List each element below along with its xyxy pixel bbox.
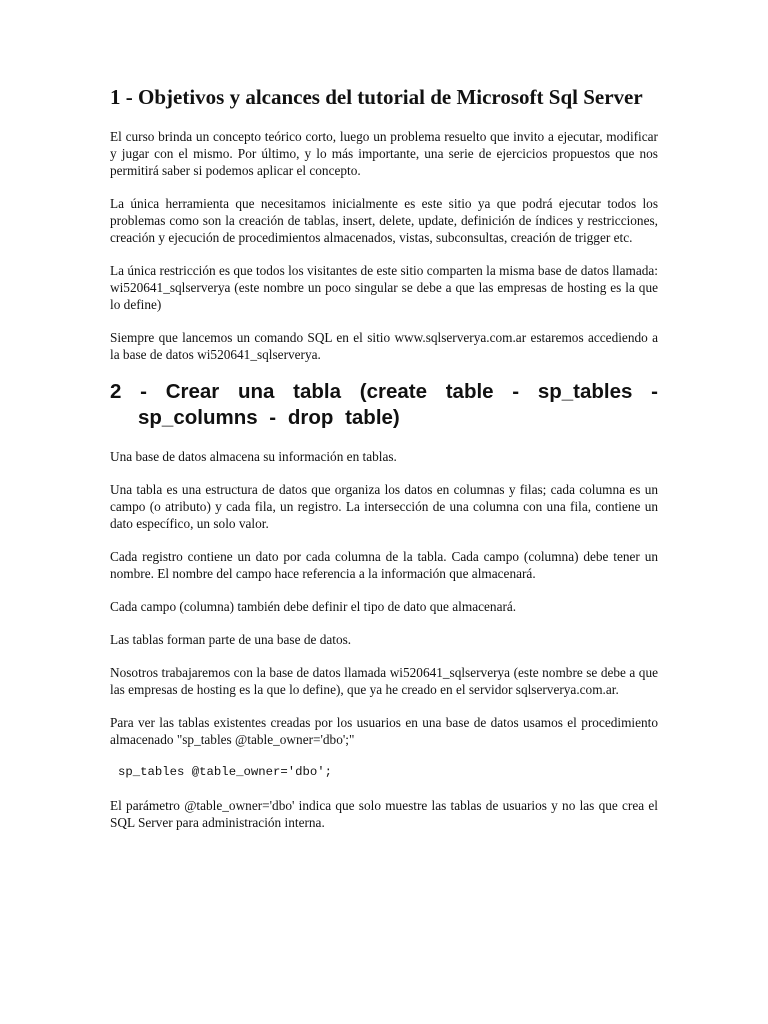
section-2-paragraph-4: Cada campo (columna) también debe definir el tipo de dato que almacenará. <box>110 599 517 614</box>
section-2-heading: 2 - Crear una tabla (create table - sp_tables - sp_columns - drop table) <box>110 380 658 429</box>
section-2-paragraph-1: Una base de datos almacena su información en tablas. <box>110 449 397 464</box>
section-1-paragraph-1: El curso brinda un concepto teórico corto, luego un problema resuelto que invito a ejecutar, modificar y jugar con el mismo. Por último, y lo más importante, una serie de ejercicios propuestos que nos permitirá saber si podemos aplicar el concepto. <box>110 129 658 178</box>
section-2-paragraph-6: Nosotros trabajaremos con la base de datos llamada wi520641_sqlserverya (este nombre se debe a que las empresas de hosting es la que lo define), que ya he creado en el servidor sqlserverya.com.ar. <box>110 665 658 697</box>
section-2-paragraph-7: Para ver las tablas existentes creadas por los usuarios en una base de datos usamos el procedimiento almacenado "sp_tables @table_owner='dbo';" <box>110 715 658 747</box>
section-1-paragraph-2: La única herramienta que necesitamos inicialmente es este sitio ya que podrá ejecutar todos los problemas como son la creación de tablas, insert, delete, update, definición de índices y restricciones, creación y ejecución de procedimientos almacenados, vistas, subconsultas, creación de trigger etc. <box>110 196 658 245</box>
section-2-paragraph-2: Una tabla es una estructura de datos que organiza los datos en columnas y filas; cada columna es un campo (o atributo) y cada fila, un registro. La intersección de una columna con una fila, contiene un dato específico, un solo valor. <box>110 482 658 531</box>
document-page <box>110 84 658 847</box>
section-2-paragraph-3: Cada registro contiene un dato por cada columna de la tabla. Cada campo (columna) debe tener un nombre. El nombre del campo hace referencia a la información que almacenará. <box>110 549 658 581</box>
section-1-paragraph-4: Siempre que lancemos un comando SQL en el sitio www.sqlserverya.com.ar estaremos accediendo a la base de datos wi520641_sqlserverya. <box>110 330 658 362</box>
section-2-paragraph-5: Las tablas forman parte de una base de datos. <box>110 632 352 647</box>
section-1-paragraph-3: La única restricción es que todos los visitantes de este sitio comparten la misma base de datos llamada: wi520641_sqlserverya (este nombre un poco singular se debe a que las empresas de hosting es la que lo define) <box>110 263 658 312</box>
code-snippet: sp_tables @table_owner='dbo'; <box>118 765 333 779</box>
section-1-heading: 1 - Objetivos y alcances del tutorial de Microsoft Sql Server <box>110 85 643 109</box>
section-2-closing-paragraph: El parámetro @table_owner='dbo' indica que solo muestre las tablas de usuarios y no las que crea el SQL Server para administración interna. <box>110 798 658 830</box>
